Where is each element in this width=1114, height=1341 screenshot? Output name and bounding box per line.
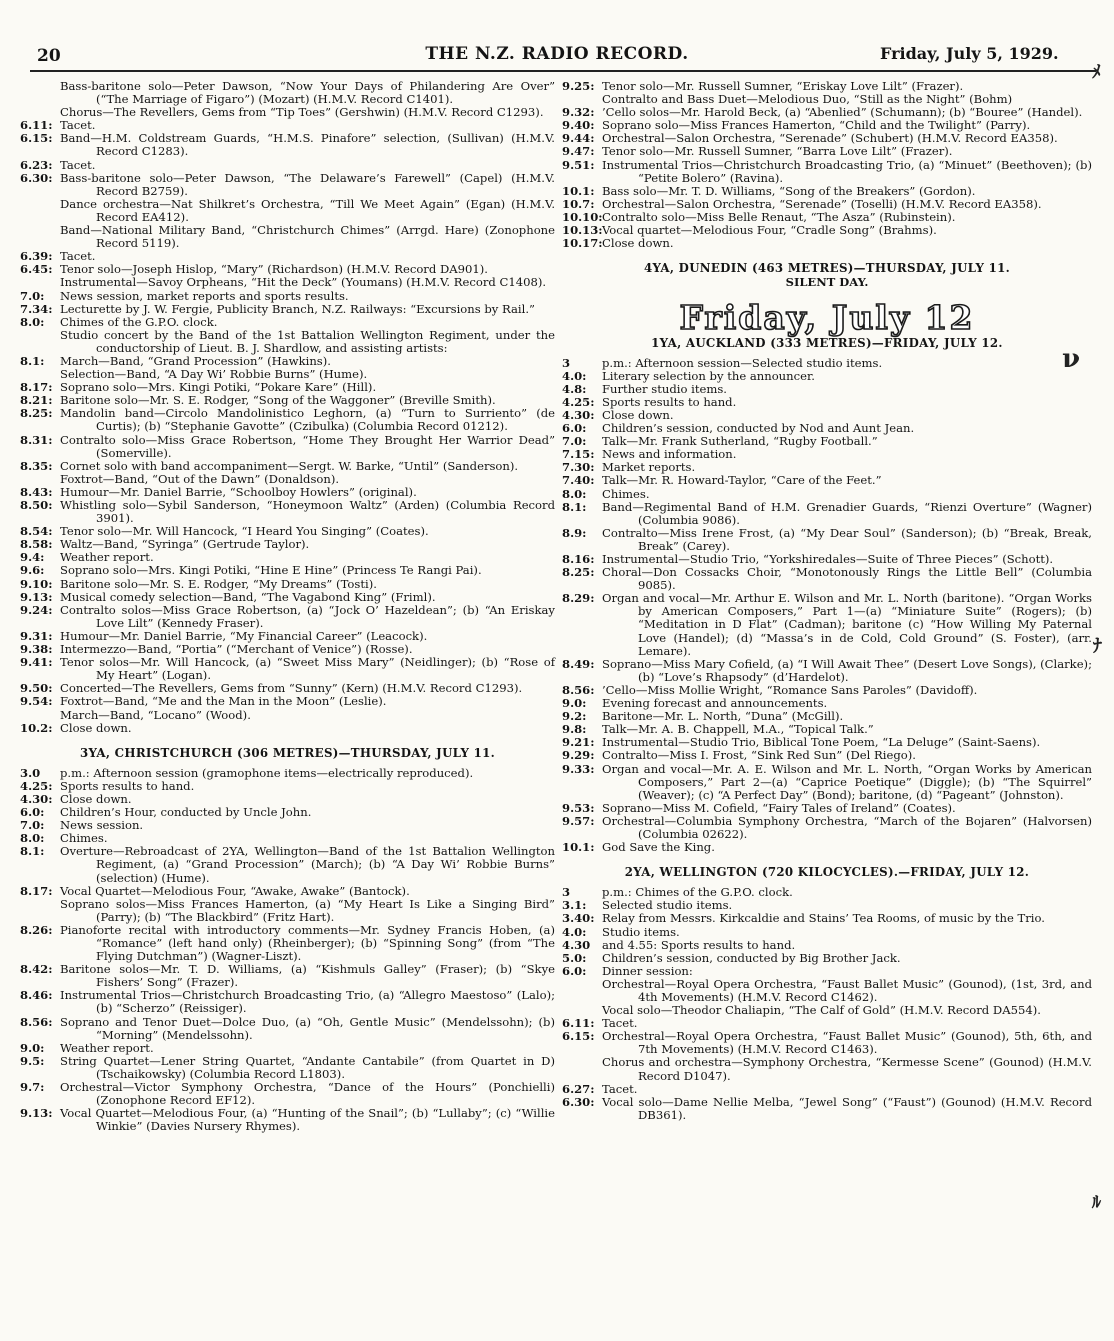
schedule-entry	[562, 198, 1092, 211]
page-number: 20	[37, 46, 61, 66]
schedule-entry	[562, 841, 1092, 854]
entry-text: Orchestral—Columbia Symphony Orchestra, “March of the Bojaren” (Halvorsen) (Columbia 02622).	[602, 813, 1092, 841]
schedule-entry	[562, 370, 1092, 383]
entry-text: Instrumental Trios—Christchurch Broadcasting Trio, (a) “Allegro Maestoso” (Lalo); (b) “Scherzo” (Reissiger).	[60, 988, 555, 1016]
entry-time: 8.17:	[20, 883, 53, 898]
schedule-entry	[20, 695, 555, 708]
schedule-entry	[562, 802, 1092, 815]
schedule-entry	[20, 578, 555, 591]
entry-time: 8.29:	[562, 591, 595, 606]
schedule-entry	[562, 592, 1092, 657]
entry-time: 10.13:	[562, 223, 603, 238]
entry-text: Dance orchestra—Nat Shilkret’s Orchestra, “Till We Meet Again” (Egan) (H.M.V. Record EA412).	[60, 196, 555, 224]
entry-time: 4.8:	[562, 381, 587, 396]
entry-time: 8.26:	[20, 922, 53, 937]
entry-text: Evening forecast and announcements.	[602, 696, 828, 711]
schedule-subentry	[20, 106, 555, 119]
entry-time: 8.43:	[20, 484, 53, 499]
schedule-entry	[20, 656, 555, 682]
entry-time: 9.51:	[562, 157, 595, 172]
schedule-entry	[20, 1107, 555, 1133]
schedule-entry	[20, 434, 555, 460]
schedule-entry	[20, 1055, 555, 1081]
entry-time: 9.29:	[562, 748, 595, 763]
schedule-entry	[20, 499, 555, 525]
entry-text: Tenor solos—Mr. Will Hancock, (a) “Sweet Miss Mary” (Neidlinger); (b) “Rose of My Heart” (Logan).	[60, 655, 555, 683]
entry-time: 8.35:	[20, 458, 53, 473]
entry-time: 7.15:	[562, 447, 595, 462]
schedule-entry	[562, 159, 1092, 185]
entry-text: Contralto—Miss I. Frost, “Sink Red Sun” (Del Riego).	[602, 748, 916, 763]
schedule-entry	[562, 939, 1092, 952]
entry-time: 8.1:	[562, 499, 587, 514]
schedule-subentry	[20, 198, 555, 224]
entry-time: 9.0:	[562, 696, 587, 711]
entry-time: 9.8:	[562, 722, 587, 737]
entry-text: Chimes of the G.P.O. clock.	[60, 314, 218, 329]
entry-text: and 4.55: Sports results to hand.	[602, 937, 796, 952]
entry-text: Soprano—Miss Mary Cofield, (a) “I Will Await Thee” (Desert Love Songs), (Clarke); (b) “Love’s Rhapsody” (d’Hardelot).	[602, 656, 1092, 684]
header-rule	[30, 70, 1096, 72]
entry-text: Concerted—The Revellers, Gems from “Sunny” (Kern) (H.M.V. Record C1293).	[60, 681, 523, 696]
entry-time: 9.57:	[562, 813, 595, 828]
entry-text: God Save the King.	[602, 840, 715, 855]
entry-text: Chorus—The Revellers, Gems from “Tip Toes” (Gershwin) (H.M.V. Record C1293).	[60, 105, 544, 120]
entry-text: Orchestral—Royal Opera Orchestra, “Faust Ballet Music” (Gounod), 5th, 6th, and 7th Movements) (H.M.V. Record C1463).	[602, 1029, 1092, 1057]
entry-text: Talk—Mr. R. Howard-Taylor, “Care of the Feet.”	[602, 473, 882, 488]
issue-date: Friday, July 5, 1929.	[880, 44, 1059, 63]
entry-text: Talk—Mr. A. B. Chappell, M.A., “Topical Talk.”	[602, 722, 874, 737]
entry-text: Weather report.	[60, 550, 154, 565]
entry-text: Cornet solo with band accompaniment—Sergt. W. Barke, “Until” (Sanderson).	[60, 458, 519, 473]
entry-text: Close down.	[60, 720, 132, 735]
schedule-entry	[562, 145, 1092, 158]
entry-text: Band—National Military Band, “Christchurch Chimes” (Arrgd. Hare) (Zonophone Record 5119).	[60, 223, 555, 251]
entry-text: Selected studio items.	[602, 898, 733, 913]
entry-text: Close down.	[60, 791, 132, 806]
entry-text: Tenor solo—Mr. Russell Sumner, “Eriskay Love Lilt” (Frazer).	[602, 79, 964, 93]
entry-text: String Quartet—Lener String Quartet, “Andante Cantabile” (from Quartet in D) (Tschaikowsky) (Columbia Record L1803).	[60, 1053, 555, 1081]
entry-time: 9.38:	[20, 642, 53, 657]
schedule-subentry	[20, 329, 555, 355]
entry-text: Studio concert by the Band of the 1st Battalion Wellington Regiment, under the conductorship of Lieut. B. J. Shardlow, and assisting artists:	[60, 327, 555, 355]
entry-text: Close down.	[602, 407, 674, 422]
entry-text: Selection—Band, “A Day Wi’ Robbie Burns” (Hume).	[60, 367, 368, 382]
entry-text: Lecturette by J. W. Fergie, Publicity Branch, N.Z. Railways: “Excursions by Rail.”	[60, 301, 535, 316]
entry-text: ’Cello—Miss Mollie Wright, “Romance Sans Paroles” (Davidoff).	[602, 682, 978, 697]
entry-time: 9.5:	[20, 1053, 45, 1068]
entry-time: 9.7:	[20, 1080, 45, 1095]
schedule-subentry	[562, 1004, 1092, 1017]
entry-text: Organ and vocal—Mr. Arthur E. Wilson and Mr. L. North (baritone). “Organ Works by American Composers,” Part 1—(a) “Miniature Suite” (Rogers); (b) “Meditation in D Flat” (Cadman); baritone (c) “How Willing My Paternal Love (Handel); (d) “Massa’s in de Cold, Cold Ground” (S. Foster), (arr. Lemare).	[602, 591, 1092, 658]
schedule-entry	[20, 963, 555, 989]
entry-time: 8.31:	[20, 432, 53, 447]
day-title: Friday, July 12	[679, 298, 975, 338]
entry-time: 10.2:	[20, 720, 53, 735]
entry-time: 8.25:	[562, 565, 595, 580]
entry-time: 10.17:	[562, 236, 603, 251]
entry-time: 6.11:	[562, 1016, 595, 1031]
entry-time: 7.30:	[562, 460, 595, 475]
entry-time: 4.25:	[20, 778, 53, 793]
entry-time: 9.31:	[20, 628, 53, 643]
entry-text: Weather report.	[60, 1040, 154, 1055]
publication-title: THE N.Z. RADIO RECORD.	[425, 44, 689, 64]
entry-text: Vocal Quartet—Melodious Four, (a) “Hunting of the Snail”; (b) “Lullaby”; (c) “Willie Winkie” (Davies Nursery Rhymes).	[60, 1106, 555, 1134]
schedule-entry	[562, 912, 1092, 925]
schedule-entry	[20, 564, 555, 577]
schedule-entry	[562, 763, 1092, 802]
schedule-entry	[20, 722, 555, 735]
entry-text: Soprano—Miss M. Cofield, “Fairy Tales of Ireland” (Coates).	[602, 800, 956, 815]
entry-time: 9.41:	[20, 655, 53, 670]
entry-text: Pianoforte recital with introductory comments—Mr. Sydney Francis Hoben, (a) “Romance” (left hand only) (Rheinberger); (b) “Spinning Song” (from “The Flying Dutchman”) (Wagner-Liszt).	[60, 922, 555, 964]
entry-time: 3	[562, 355, 571, 370]
entry-time: 9.40:	[562, 118, 595, 133]
schedule-entry	[562, 474, 1092, 487]
entry-text: Contralto and Bass Duet—Melodious Duo, “Still as the Night” (Bohm)	[602, 92, 1013, 107]
entry-text: Vocal quartet—Melodious Four, “Cradle Song” (Brahms).	[602, 223, 937, 238]
entry-text: Talk—Mr. Frank Sutherland, “Rugby Football.”	[602, 434, 878, 449]
entry-text: Vocal solo—Theodor Chaliapin, “The Calf of Gold” (H.M.V. Record DA554).	[602, 1003, 1041, 1018]
schedule-entry	[20, 767, 555, 780]
entry-text: Sports results to hand.	[602, 394, 737, 409]
entry-text: Orchestral—Royal Opera Orchestra, “Faust Ballet Music” (Gounod), (1st, 3rd, and 4th Movements) (H.M.V. Record C1462).	[602, 976, 1092, 1004]
entry-text: Chorus and orchestra—Symphony Orchestra, “Kermesse Scene” (Gounod) (H.M.V. Record D1047).	[602, 1055, 1092, 1083]
entry-time: 8.1:	[20, 353, 45, 368]
entry-time: 9.13:	[20, 589, 53, 604]
entry-time: 3	[562, 885, 571, 900]
entry-text: News session, market reports and sports results.	[60, 288, 349, 303]
entry-time: 6.23:	[20, 157, 53, 172]
entry-text: Musical comedy selection—Band, “The Vagabond King” (Friml).	[60, 589, 436, 604]
schedule-subentry	[20, 473, 555, 486]
schedule-entry	[562, 1096, 1092, 1122]
entry-text: Baritone solos—Mr. T. D. Williams, (a) “Kishmuls Galley” (Fraser); (b) “Skye Fishers’ Song” (Frazer).	[60, 962, 555, 990]
entry-time: 9.32:	[562, 105, 595, 120]
page-header	[0, 0, 1114, 72]
entry-time: 4.30:	[20, 791, 53, 806]
entry-time: 6.45:	[20, 262, 53, 277]
entry-time: 4.30:	[562, 407, 595, 422]
entry-time: 6.15:	[562, 1029, 595, 1044]
entry-time: 8.56:	[562, 682, 595, 697]
schedule-entry	[562, 185, 1092, 198]
entry-text: Baritone—Mr. L. North, “Duna” (McGill).	[602, 709, 844, 724]
entry-text: Instrumental Trios—Christchurch Broadcasting Trio, (a) “Minuet” (Beethoven); (b) “Petite Bolero” (Ravina).	[602, 157, 1092, 185]
station-heading: 4YA, DUNEDIN (463 METRES)—THURSDAY, JULY 11.	[643, 261, 1011, 276]
schedule-entry	[20, 924, 555, 963]
schedule-entry	[562, 965, 1092, 978]
entry-text: Contralto solo—Miss Grace Robertson, “Home They Brought Her Warrior Dead” (Somerville).	[60, 432, 555, 460]
schedule-subentry	[562, 978, 1092, 1004]
entry-time: 6.30:	[20, 170, 53, 185]
schedule-entry	[20, 316, 555, 329]
schedule-entry	[20, 780, 555, 793]
entry-text: Vocal Quartet—Melodious Four, “Awake, Awake” (Bantock).	[60, 883, 410, 898]
entry-text: Chimes.	[602, 486, 650, 501]
entry-time	[20, 80, 60, 106]
schedule-entry	[562, 952, 1092, 965]
entry-text: Tacet.	[60, 118, 96, 133]
entry-time: 6.0:	[562, 421, 587, 436]
entry-text: Choral—Don Cossacks Choir, “Monotonously Rings the Little Bell” (Columbia 9085).	[602, 565, 1092, 593]
entry-text: Band—H.M. Coldstream Guards, “H.M.S. Pinafore” selection, (Sullivan) (H.M.V. Record C1283).	[60, 131, 555, 159]
entry-time: 10.7:	[562, 196, 595, 211]
schedule-entry	[562, 357, 1092, 370]
entry-text: Tenor solo—Mr. Will Hancock, “I Heard You Singing” (Coates).	[60, 524, 429, 539]
entry-text: Bass-baritone solo—Peter Dawson, “Now Your Days of Philandering Are Over” (“The Marriage of Figaro”) (Mozart) (H.M.V. Record C1401).	[60, 79, 555, 107]
station-heading: 3YA, CHRISTCHURCH (306 METRES)—THURSDAY, JULY 11.	[79, 745, 496, 760]
entry-time: 6.39:	[20, 249, 53, 264]
schedule-entry	[20, 132, 555, 158]
entry-time: 6.30:	[562, 1094, 595, 1109]
schedule-entry	[20, 172, 555, 198]
entry-text: March—Band, “Grand Procession” (Hawkins).	[60, 353, 331, 368]
silent-day-note: SILENT DAY.	[785, 275, 869, 290]
entry-time: 8.9:	[562, 525, 587, 540]
schedule-entry	[562, 1030, 1092, 1056]
entry-time: 8.0:	[20, 831, 45, 846]
entry-text: Band—Regimental Band of H.M. Grenadier Guards, “Rienzi Overture” (Wagner) (Columbia 9086).	[602, 499, 1092, 527]
entry-text: Studio items.	[602, 924, 680, 939]
entry-text: Orchestral—Salon Orchestra, “Serenade” (Toselli) (H.M.V. Record EA358).	[602, 196, 1042, 211]
right-column	[562, 80, 1092, 1122]
entry-time: 9.33:	[562, 761, 595, 776]
schedule-entry	[562, 501, 1092, 527]
schedule-subentry	[20, 709, 555, 722]
schedule-entry	[20, 591, 555, 604]
entry-time: 8.42:	[20, 962, 53, 977]
entry-text: Orchestral—Salon Orchestra, “Serenade” (Schubert) (H.M.V. Record EA358).	[602, 131, 1058, 146]
entry-time: 9.24:	[20, 602, 53, 617]
entry-time: 9.13:	[20, 1106, 53, 1121]
schedule-entry	[20, 303, 555, 316]
schedule-entry	[562, 658, 1092, 684]
entry-time: 9.54:	[20, 694, 53, 709]
entry-time: 8.1:	[20, 844, 45, 859]
entry-time: 10.1:	[562, 183, 595, 198]
entry-time: 10.10:	[562, 209, 603, 224]
entry-time: 8.50:	[20, 498, 53, 512]
entry-text: Vocal solo—Dame Nellie Melba, “Jewel Song” (“Faust”) (Gounod) (H.M.V. Record DB361).	[602, 1094, 1092, 1122]
entry-time: 8.25:	[20, 406, 53, 421]
schedule-entry	[562, 527, 1092, 553]
entry-time: 8.16:	[562, 552, 595, 566]
entry-text: Mandolin band—Circolo Mandolinistico Leghorn, (a) “Turn to Surriento” (de Curtis); (b) “Stephanie Gavotte” (Czibulka) (Columbia Record 01212).	[60, 406, 555, 434]
entry-text: Bass-baritone solo—Peter Dawson, “The Delaware’s Farewell” (Capel) (H.M.V. Record B2759).	[60, 170, 555, 198]
schedule-subentry	[20, 898, 555, 924]
entry-text: Market reports.	[602, 460, 696, 475]
entry-text: ’Cello solos—Mr. Harold Beck, (a) “Abenlied” (Schumann); (b) “Bouree” (Handel).	[602, 105, 1083, 120]
schedule-entry	[20, 1081, 555, 1107]
entry-time: 8.54:	[20, 524, 53, 539]
station-heading: 1YA, AUCKLAND (333 METRES)—FRIDAY, JULY 12.	[651, 335, 1003, 350]
entry-time: 9.6:	[20, 563, 45, 578]
entry-time: 9.2:	[562, 709, 587, 724]
entry-text: Bass solo—Mr. T. D. Williams, “Song of the Breakers” (Gordon).	[602, 183, 976, 198]
entry-text: Contralto—Miss Irene Frost, (a) “My Dear Soul” (Sanderson); (b) “Break, Break, Break” (Carey).	[602, 525, 1092, 553]
entry-text: p.m.: Afternoon session (gramophone items—electrically reproduced).	[60, 765, 474, 780]
entry-text: News session.	[60, 818, 144, 833]
entry-time: 4.0:	[562, 924, 587, 939]
entry-time: 9.4:	[20, 550, 45, 565]
entry-text: March—Band, “Locano” (Wood).	[60, 707, 251, 722]
entry-text: Humour—Mr. Daniel Barrie, “Schoolboy Howlers” (original).	[60, 484, 417, 499]
entry-text: Soprano solo—Mrs. Kingi Potiki, “Hine E Hine” (Princess Te Rangi Pai).	[60, 563, 482, 578]
entry-time: 9.0:	[20, 1040, 45, 1055]
entry-text: Tenor solo—Mr. Russell Sumner, “Barra Love Lilt” (Frazer).	[602, 144, 953, 159]
schedule-entry	[562, 396, 1092, 409]
entry-text: Foxtrot—Band, “Out of the Dawn” (Donaldson).	[60, 471, 340, 486]
entry-text: Further studio items.	[602, 381, 727, 396]
schedule-entry	[20, 1016, 555, 1042]
station-heading: 2YA, WELLINGTON (720 KILOCYCLES).—FRIDAY, JULY 12.	[624, 865, 1030, 880]
left-column	[20, 80, 555, 1133]
margin-mark: ﾒ	[1092, 62, 1101, 83]
entry-text: Instrumental—Savoy Orpheans, “Hit the Deck” (Youmans) (H.M.V. Record C1408).	[60, 275, 547, 290]
entry-time: 7.0:	[562, 434, 587, 449]
entry-time: 10.1:	[562, 840, 595, 855]
entry-time: 8.17:	[20, 380, 53, 395]
entry-time: 8.56:	[20, 1014, 53, 1029]
entry-time: 8.0:	[562, 486, 587, 501]
entry-text: Tacet.	[602, 1016, 638, 1031]
entry-text: Overture—Rebroadcast of 2YA, Wellington—Band of the 1st Battalion Wellington Regiment, (a) “Grand Procession” (March); (b) “A Day Wi’ Robbie Burns” (selection) (Hume).	[60, 844, 555, 885]
entry-time: 9.50:	[20, 681, 53, 696]
margin-mark: ﾅ	[1093, 636, 1102, 657]
entry-time: 6.11:	[20, 118, 53, 133]
entry-text: Tacet.	[602, 1081, 638, 1096]
entry-time: 7.0:	[20, 818, 45, 833]
entry-time: 9.25:	[562, 79, 595, 93]
schedule-entry	[562, 488, 1092, 501]
entry-time: 9.53:	[562, 800, 595, 815]
entry-time: 8.21:	[20, 393, 53, 408]
entry-time: 4.25:	[562, 394, 595, 409]
entry-time: 3.0	[20, 765, 41, 780]
schedule-entry	[562, 1083, 1092, 1096]
entry-text: Contralto solos—Miss Grace Robertson, (a) “Jock O’ Hazeldean”; (b) “An Eriskay Love Lilt” (Kennedy Fraser).	[60, 602, 555, 630]
schedule-entry	[20, 407, 555, 433]
entry-text: Sports results to hand.	[60, 778, 195, 793]
entry-text: Relay from Messrs. Kirkcaldie and Stains’ Tea Rooms, of music by the Trio.	[602, 911, 1045, 926]
entry-text: Tacet.	[60, 157, 96, 172]
entry-text: Tenor solo—Joseph Hislop, “Mary” (Richardson) (H.M.V. Record DA901).	[60, 262, 488, 277]
entry-time: 7.34:	[20, 301, 53, 316]
entry-text: Close down.	[602, 236, 674, 251]
schedule-subentry	[562, 1056, 1092, 1082]
entry-text: Chimes.	[60, 831, 108, 846]
schedule-entry	[562, 383, 1092, 396]
schedule-entry	[20, 989, 555, 1015]
entry-text: Instrumental—Studio Trio, “Yorkshiredales—Suite of Three Pieces” (Schott).	[602, 552, 1054, 566]
entry-time: 6.0:	[562, 963, 587, 978]
schedule-entry	[20, 885, 555, 898]
entry-time: 8.49:	[562, 656, 595, 671]
entry-time: 7.40:	[562, 473, 595, 488]
entry-text: Soprano solo—Mrs. Kingi Potiki, “Pokare Kare” (Hill).	[60, 380, 377, 395]
schedule-entry	[20, 159, 555, 172]
entry-text: Organ and vocal—Mr. A. E. Wilson and Mr. L. North, “Organ Works by American Composers,” Part 2—(a) “Caprice Poetique” (Diggle); (b) “The Squirrel” (Weaver); (c) “A Perfect Day” (Bond); baritone, (d) “Pageant” (Johnston).	[602, 761, 1092, 802]
entry-text: Soprano and Tenor Duet—Dolce Duo, (a) “Oh, Gentle Music” (Mendelssohn); (b) “Morning” (Mendelssohn).	[60, 1014, 555, 1042]
entry-text: Children’s session, conducted by Big Brother Jack.	[602, 950, 901, 965]
entry-text: Literary selection by the announcer.	[602, 368, 815, 383]
entry-text: p.m.: Chimes of the G.P.O. clock.	[602, 885, 793, 900]
entry-text: p.m.: Afternoon session—Selected studio items.	[602, 355, 883, 370]
entry-text: Waltz—Band, “Syringa” (Gertrude Taylor).	[60, 537, 310, 552]
entry-time: 9.44:	[562, 131, 595, 146]
schedule-entry	[20, 604, 555, 630]
entry-time: 8.58:	[20, 537, 53, 552]
entry-text: Orchestral—Victor Symphony Orchestra, “Dance of the Hours” (Ponchielli) (Zonophone Record EF12).	[60, 1080, 555, 1108]
entry-text: Humour—Mr. Daniel Barrie, “My Financial Career” (Leacock).	[60, 628, 428, 643]
margin-mark: ν	[1062, 344, 1081, 374]
entry-time: 7.0:	[20, 288, 45, 303]
schedule-entry	[562, 926, 1092, 939]
schedule-entry	[20, 460, 555, 473]
schedule-entry	[562, 749, 1092, 762]
entry-time: 3.1:	[562, 898, 587, 913]
entry-text: Children’s Hour, conducted by Uncle John.	[60, 805, 312, 820]
entry-text: Foxtrot—Band, “Me and the Man in the Moon” (Leslie).	[60, 694, 387, 709]
entry-text: Soprano solo—Miss Frances Hamerton, “Child and the Twilight” (Parry).	[602, 118, 1031, 133]
schedule-entry	[20, 80, 555, 106]
schedule-entry	[20, 845, 555, 884]
entry-time: 4.0:	[562, 368, 587, 383]
entry-time: 8.0:	[20, 314, 45, 329]
schedule-subentry	[20, 224, 555, 250]
entry-time: 6.27:	[562, 1081, 595, 1096]
schedule-entry	[562, 566, 1092, 592]
entry-time: 8.46:	[20, 988, 53, 1003]
entry-text: Dinner session:	[602, 963, 693, 978]
entry-time: 3.40:	[562, 911, 595, 926]
entry-text: Soprano solos—Miss Frances Hamerton, (a) “My Heart Is Like a Singing Bird” (Parry); (b) “The Blackbird” (Fritz Hart).	[60, 896, 555, 924]
entry-text: News and information.	[602, 447, 737, 462]
schedule-entry	[20, 1042, 555, 1055]
entry-time: 9.47:	[562, 144, 595, 159]
entry-text: Intermezzo—Band, “Portia” (“Merchant of Venice”) (Rosse).	[60, 642, 413, 657]
entry-text: Baritone solo—Mr. S. E. Rodger, “Song of the Waggoner” (Breville Smith).	[60, 393, 496, 408]
schedule-subentry	[20, 276, 555, 289]
margin-mark: ﾙ	[1092, 1192, 1101, 1213]
schedule-entry	[562, 237, 1092, 250]
entry-text: Tacet.	[60, 249, 96, 264]
entry-time: 5.0:	[562, 950, 587, 965]
entry-text: Contralto solo—Miss Belle Renaut, “The Asza” (Rubinstein).	[602, 209, 956, 224]
entry-time: 6.0:	[20, 805, 45, 820]
entry-text: Children’s session, conducted by Nod and Aunt Jean.	[602, 421, 915, 436]
entry-text: Baritone solo—Mr. S. E. Rodger, “My Dreams” (Tosti).	[60, 576, 377, 591]
entry-time: 9.10:	[20, 576, 53, 591]
entry-time: 9.21:	[562, 735, 595, 750]
entry-time: 6.15:	[20, 131, 53, 146]
entry-text: Whistling solo—Sybil Sanderson, “Honeymoon Waltz” (Arden) (Columbia Record 3901).	[60, 498, 555, 526]
schedule-entry	[562, 815, 1092, 841]
schedule-entry	[20, 290, 555, 303]
entry-time: 4.30	[562, 937, 591, 952]
entry-text: Instrumental—Studio Trio, Biblical Tone Poem, “La Deluge” (Saint-Saens).	[602, 735, 1041, 750]
